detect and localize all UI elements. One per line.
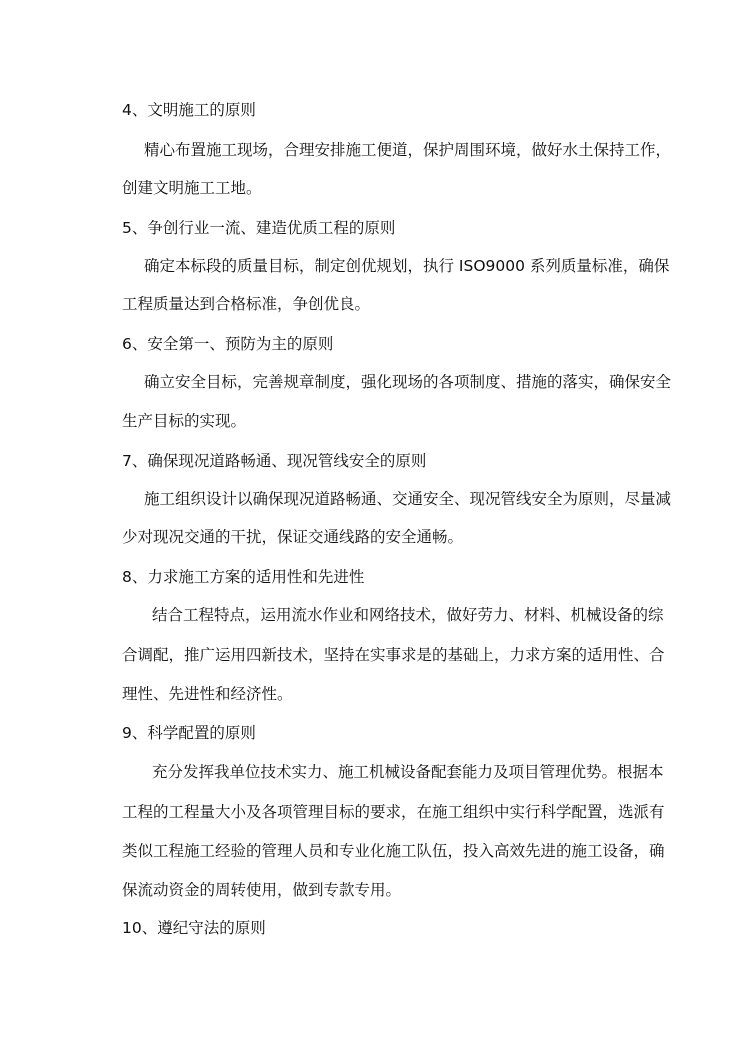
paragraph-line: 结合工程特点，运用流水作业和网络技术，做好劳力、材料、机械设备的综 (152, 606, 664, 624)
paragraph-line: 充分发挥我单位技术实力、施工机械设备配套能力及项目管理优势。根据本 (152, 763, 664, 781)
paragraph-line: 创建文明施工工地。 (122, 179, 262, 197)
section-heading: 6、安全第一、预防为主的原则 (122, 335, 334, 353)
section-heading: 9、科学配置的原则 (122, 724, 256, 742)
section-heading: 7、确保现况道路畅通、现况管线安全的原则 (122, 452, 427, 470)
section-heading: 10、遵纪守法的原则 (122, 919, 266, 937)
paragraph-line: 少对现况交通的干扰，保证交通线路的安全通畅。 (122, 528, 464, 546)
paragraph-line: 保流动资金的周转使用，做到专款专用。 (122, 881, 402, 899)
paragraph-line: 类似工程施工经验的管理人员和专业化施工队伍，投入高效先进的施工设备，确 (122, 842, 665, 860)
paragraph-line: 理性、先进性和经济性。 (122, 685, 293, 703)
section-heading: 8、力求施工方案的适用性和先进性 (122, 568, 365, 586)
paragraph-line: 确立安全目标，完善规章制度，强化现场的各项制度、措施的落实，确保安全 (144, 373, 672, 391)
paragraph-line: 确定本标段的质量目标，制定创优规划，执行 ISO9000 系列质量标准，确保 (144, 257, 670, 275)
paragraph-line: 工程的工程量大小及各项管理目标的要求，在施工组织中实行科学配置，选派有 (122, 803, 665, 821)
section-heading: 4、文明施工的原则 (122, 101, 256, 119)
paragraph-line: 施工组织设计以确保现况道路畅通、交通安全、现况管线安全为原则，尽量减 (144, 490, 672, 508)
section-heading: 5、争创行业一流、建造优质工程的原则 (122, 219, 396, 237)
paragraph-line: 精心布置施工现场，合理安排施工便道，保护周围环境，做好水土保持工作， (144, 141, 672, 159)
paragraph-line: 生产目标的实现。 (122, 412, 247, 430)
paragraph-line: 合调配，推广运用四新技术，坚持在实事求是的基础上，力求方案的适用性、合 (122, 646, 665, 664)
paragraph-line: 工程质量达到合格标准，争创优良。 (122, 295, 371, 313)
